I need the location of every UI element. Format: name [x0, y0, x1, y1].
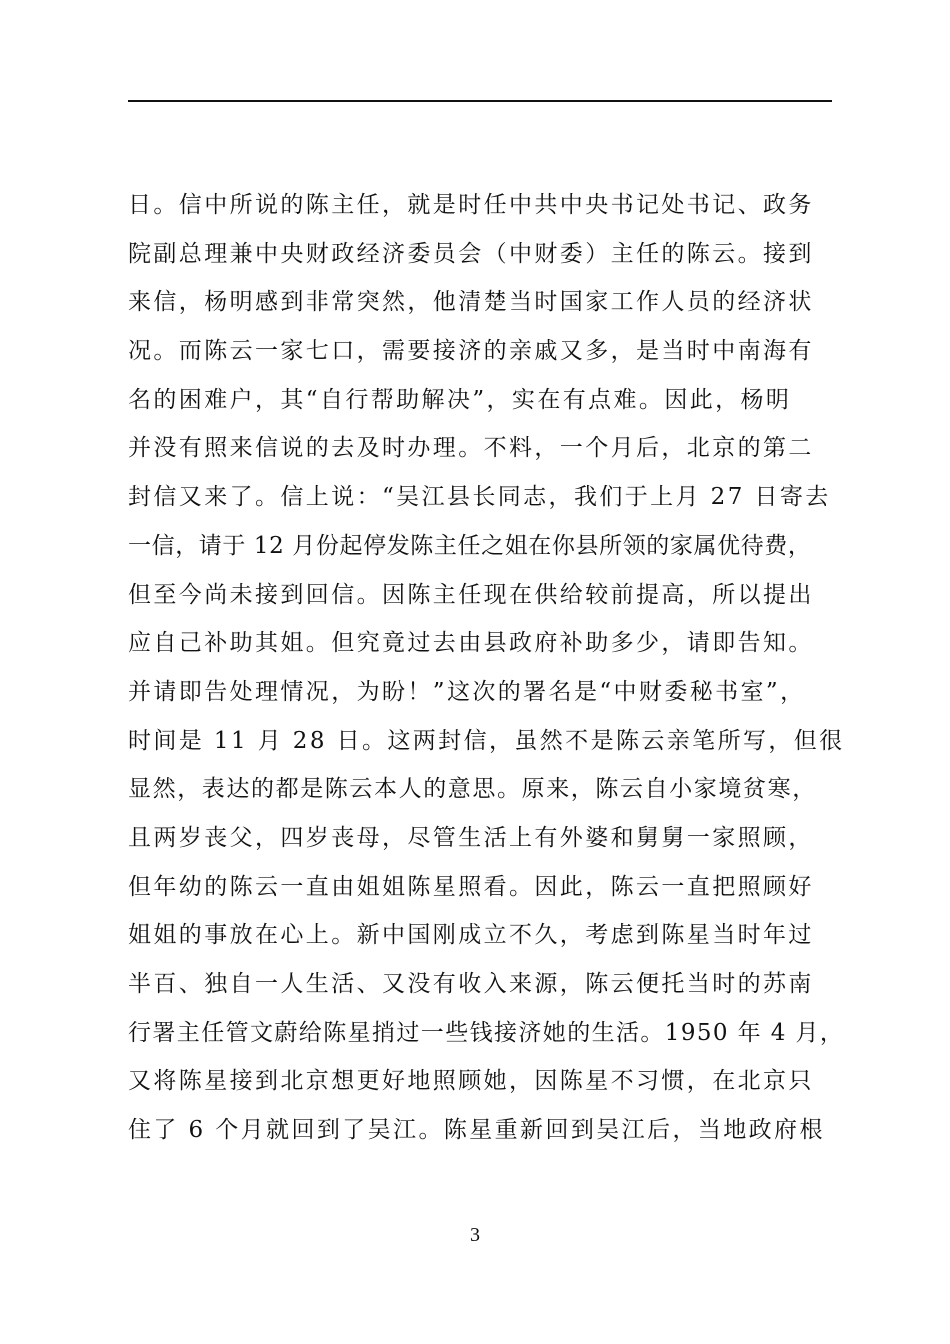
text-line: 显然，表达的都是陈云本人的意思。原来，陈云自小家境贫寒，	[128, 776, 817, 803]
text-line: 半百、独自一人生活、又没有收入来源，陈云便托当时的苏南	[128, 971, 814, 997]
text-line: 并请即告处理情况，为盼！”这次的署名是“中财委秘书室”，	[128, 678, 806, 705]
text-line: 并没有照来信说的去及时办理。不料，一个月后，北京的第二	[128, 435, 814, 462]
text-line: 且两岁丧父，四岁丧母，尽管生活上有外婆和舅舅一家照顾，	[128, 824, 814, 851]
text-line: 封信又来了。信上说：“吴江县长同志，我们于上月 27 日寄去	[128, 484, 831, 511]
text-line: 时间是 11 月 28 日。这两封信，虽然不是陈云亲笔所写，但很	[128, 727, 845, 754]
body-text	[128, 181, 844, 1155]
page-number: 3	[470, 1224, 480, 1246]
text-line: 但至今尚未接到回信。因陈主任现在供给较前提高，所以提出	[128, 581, 814, 608]
text-line: 又将陈星接到北京想更好地照顾她，因陈星不习惯，在北京只	[128, 1068, 814, 1095]
text-line: 名的困难户，其“自行帮助解决”，实在有点难。因此，杨明	[128, 386, 792, 413]
text-line: 日。信中所说的陈主任，就是时任中共中央书记处书记、政务	[128, 192, 814, 218]
text-line: 应自己补助其姐。但究竟过去由县政府补助多少，请即告知。	[128, 630, 814, 657]
text-line: 来信，杨明感到非常突然，他清楚当时国家工作人员的经济状	[128, 289, 814, 316]
text-line: 院副总理兼中央财政经济委员会（中财委）主任的陈云。接到	[128, 240, 814, 267]
text-line: 行署主任管文蔚给陈星捎过一些钱接济她的生活。1950 年 4 月，	[128, 1019, 845, 1046]
text-line: 况。而陈云一家七口，需要接济的亲戚又多，是当时中南海有	[128, 338, 814, 365]
text-line: 姐姐的事放在心上。新中国刚成立不久，考虑到陈星当时年过	[128, 922, 814, 949]
text-line: 一信，请于 12 月份起停发陈主任之姐在你县所领的家属优待费，	[128, 532, 812, 559]
text-line: 住了 6 个月就回到了吴江。陈星重新回到吴江后，当地政府根	[128, 1117, 825, 1144]
header-rule	[128, 100, 832, 102]
text-line: 但年幼的陈云一直由姐姐陈星照看。因此，陈云一直把照顾好	[128, 873, 814, 900]
